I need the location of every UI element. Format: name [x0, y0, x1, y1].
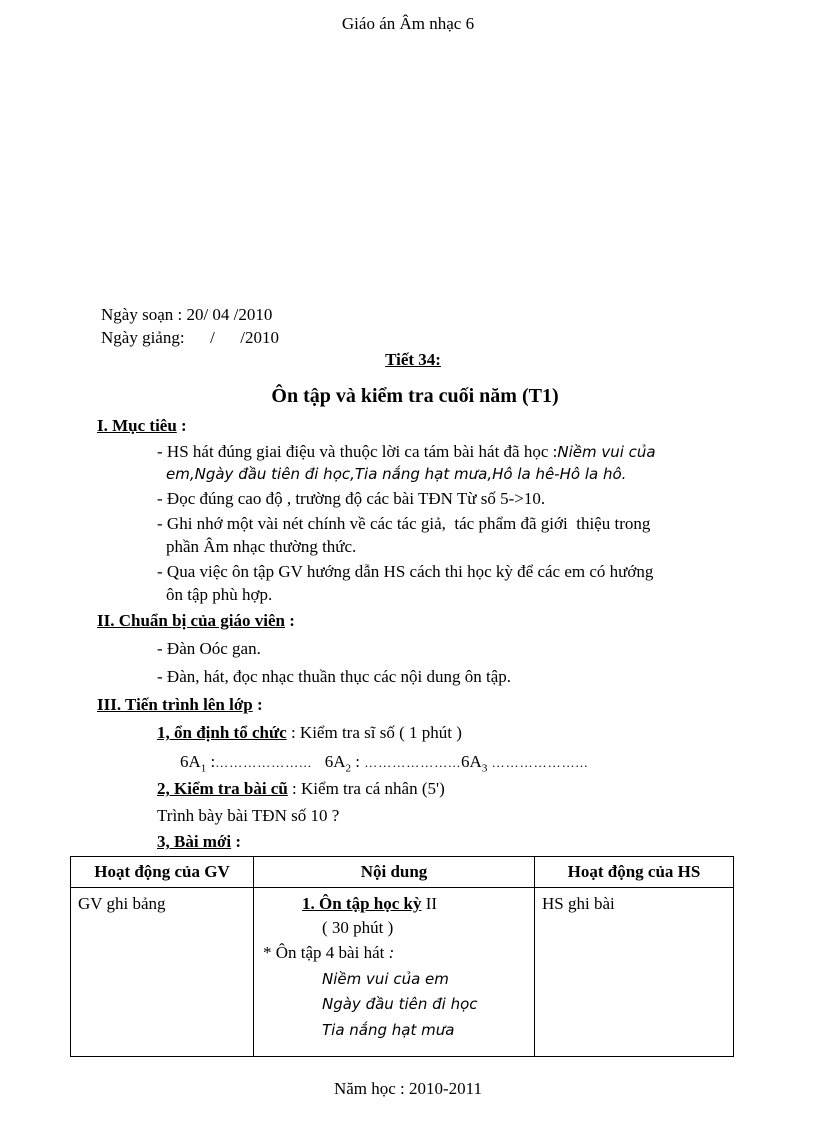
- preparation-item: - Đàn, hát, đọc nhạc thuần thục các nội dung ôn tập.: [157, 667, 512, 686]
- section-heading-text: III. Tiến trình lên lớp: [97, 695, 253, 714]
- objective-item-cont: phần Âm nhạc thường thức.: [166, 537, 357, 556]
- table-header-row: [71, 857, 734, 888]
- objective-item-cont: em,Ngày đầu tiên đi học,Tia nắng hạt mưa,Hô la hê-Hô la hô.: [166, 465, 627, 483]
- activity-table: [70, 856, 734, 1057]
- section-preparation-heading: II. Chuẩn bị của giáo viên :: [97, 611, 295, 630]
- page-footer: Năm học : 2010-2011: [333, 1079, 483, 1098]
- fill-dots: ………………...: [491, 755, 589, 770]
- prepared-date: Ngày soạn : 20/ 04 /2010: [101, 305, 273, 324]
- student-activity-text: HS ghi bài: [542, 894, 615, 913]
- preparation-item: - Đàn Oóc gan.: [157, 639, 261, 658]
- fill-dots: ………………...: [215, 755, 313, 770]
- section-heading-text: II. Chuẩn bị của giáo viên: [97, 611, 285, 630]
- content-cell: [254, 888, 535, 1057]
- header-student-activity: Hoạt động của HS: [535, 857, 734, 888]
- teacher-activity-cell: [71, 888, 254, 1057]
- song-item: Niềm vui của em: [322, 970, 449, 988]
- objective-item: - Đọc đúng cao độ , trường độ các bài TĐN Từ số 5->10.: [157, 489, 546, 508]
- content-duration: ( 30 phút ): [322, 918, 394, 937]
- attendance-line: $6A_1$ :………………... $6A_2$ : $\dots\dots\dots\dots\dots\dots...6A_3$ ………………...: [180, 752, 589, 775]
- section-procedure-heading: III. Tiến trình lên lớp :: [97, 695, 263, 714]
- content-intro: * Ôn tập 4 bài hát :: [263, 943, 395, 962]
- step-new-lesson: 3, Bài mới :: [157, 832, 242, 851]
- objective-item-cont: ôn tập phù hợp.: [166, 585, 273, 604]
- teacher-activity-text: GV ghi bảng: [78, 894, 166, 913]
- step-organization: 1, ổn định tổ chức : Kiểm tra sĩ số ( 1 phút ): [157, 723, 462, 742]
- student-activity-cell: [535, 888, 734, 1057]
- objective-item: - Qua việc ôn tập GV hướng dẫn HS cách thi học kỳ để các em có hướng: [157, 562, 654, 581]
- header-content: Nội dung: [254, 857, 535, 888]
- section-heading-text: I. Mục tiêu: [97, 416, 177, 435]
- teaching-date: Ngày giảng: / /2010: [101, 328, 280, 347]
- objective-item: - Ghi nhớ một vài nét chính về các tác giả, tác phẩm đã giới thiệu trong: [157, 514, 651, 533]
- header-teacher-activity: Hoạt động của GV: [71, 857, 254, 888]
- step-heading: 1, ổn định tổ chức: [157, 723, 287, 742]
- review-question: Trình bày bài TĐN số 10 ?: [157, 806, 340, 825]
- page-header: Giáo án Âm nhạc 6: [341, 14, 475, 33]
- table-row: [71, 888, 734, 1057]
- song-item: Ngày đầu tiên đi học: [322, 995, 478, 1013]
- step-review: 2, Kiểm tra bài cũ : Kiểm tra cá nhân (5'): [157, 779, 445, 798]
- lesson-title: Ôn tập và kiểm tra cuối năm (T1): [271, 385, 559, 407]
- song-item: Tia nắng hạt mưa: [322, 1021, 455, 1039]
- step-heading: 3, Bài mới: [157, 832, 232, 851]
- content-heading: 1. Ôn tập học kỳ II: [302, 894, 438, 913]
- fill-dots: ………………...: [364, 755, 462, 770]
- lesson-number: Tiết 34:: [385, 350, 441, 369]
- objective-item: - HS hát đúng giai điệu và thuộc lời ca tám bài hát đã học :Niềm vui của: [157, 442, 656, 461]
- step-heading: 2, Kiểm tra bài cũ: [157, 779, 288, 798]
- section-objectives-heading: I. Mục tiêu :: [97, 416, 187, 435]
